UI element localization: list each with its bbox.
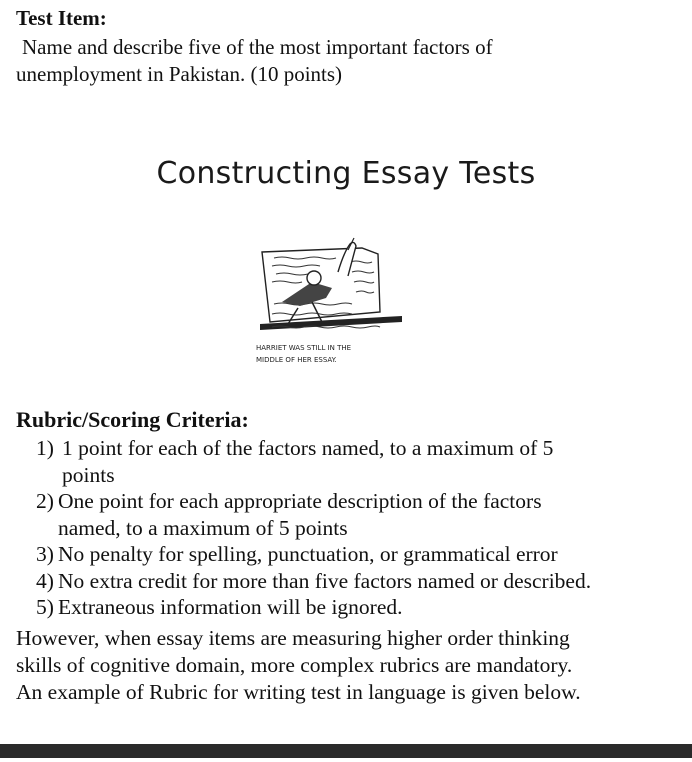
criterion-item (36, 568, 686, 595)
criterion-number: 2) (36, 489, 54, 513)
closing-line: skills of cognitive domain, more complex rubrics are mandatory. (16, 653, 573, 677)
criterion-line: named, to a maximum of 5 points (58, 515, 348, 540)
rubric-heading: Rubric/Scoring Criteria: (16, 407, 249, 432)
criterion-number: 1) (36, 436, 54, 460)
question-line: Name and describe five of the most important factors of (22, 35, 493, 59)
criterion-text (58, 488, 686, 541)
student-writing-illustration (252, 232, 412, 370)
test-item-heading: Test Item: (16, 6, 107, 30)
criterion-number: 5) (36, 595, 54, 619)
criterion-item (36, 488, 686, 541)
cropped-text-above (0, 0, 692, 3)
criterion-text: No penalty for spelling, punctuation, or grammatical error (58, 542, 558, 566)
essay-cartoon (252, 232, 412, 370)
criterion-line: 1 point for each of the factors named, to a maximum of 5 (62, 436, 554, 460)
criterion-text: No extra credit for more than five factors named or described. (58, 568, 592, 593)
criterion-item (36, 541, 686, 568)
criterion-text (58, 435, 686, 488)
closing-line: An example of Rubric for writing test in language is given below. (16, 680, 581, 704)
scoring-criteria-list (36, 435, 686, 621)
criterion-line: One point for each appropriate description of the factors (58, 489, 542, 513)
criterion-number: 4) (36, 568, 54, 593)
criterion-text: Extraneous information will be ignored. (58, 595, 403, 619)
criterion-item (36, 435, 686, 488)
slide-title: Constructing Essay Tests (156, 156, 536, 191)
criterion-item (36, 594, 686, 621)
test-question (16, 34, 676, 88)
cartoon-caption: HARRIET WAS STILL IN THE (256, 344, 352, 352)
cartoon-caption: MIDDLE OF HER ESSAY. (256, 356, 337, 364)
criterion-line: points (62, 462, 115, 487)
closing-paragraph (16, 625, 686, 706)
closing-line: However, when essay items are measuring higher order thinking (16, 626, 570, 650)
criterion-number: 3) (36, 542, 54, 566)
question-line: unemployment in Pakistan. (10 points) (16, 62, 343, 86)
bottom-divider-bar (0, 744, 692, 758)
